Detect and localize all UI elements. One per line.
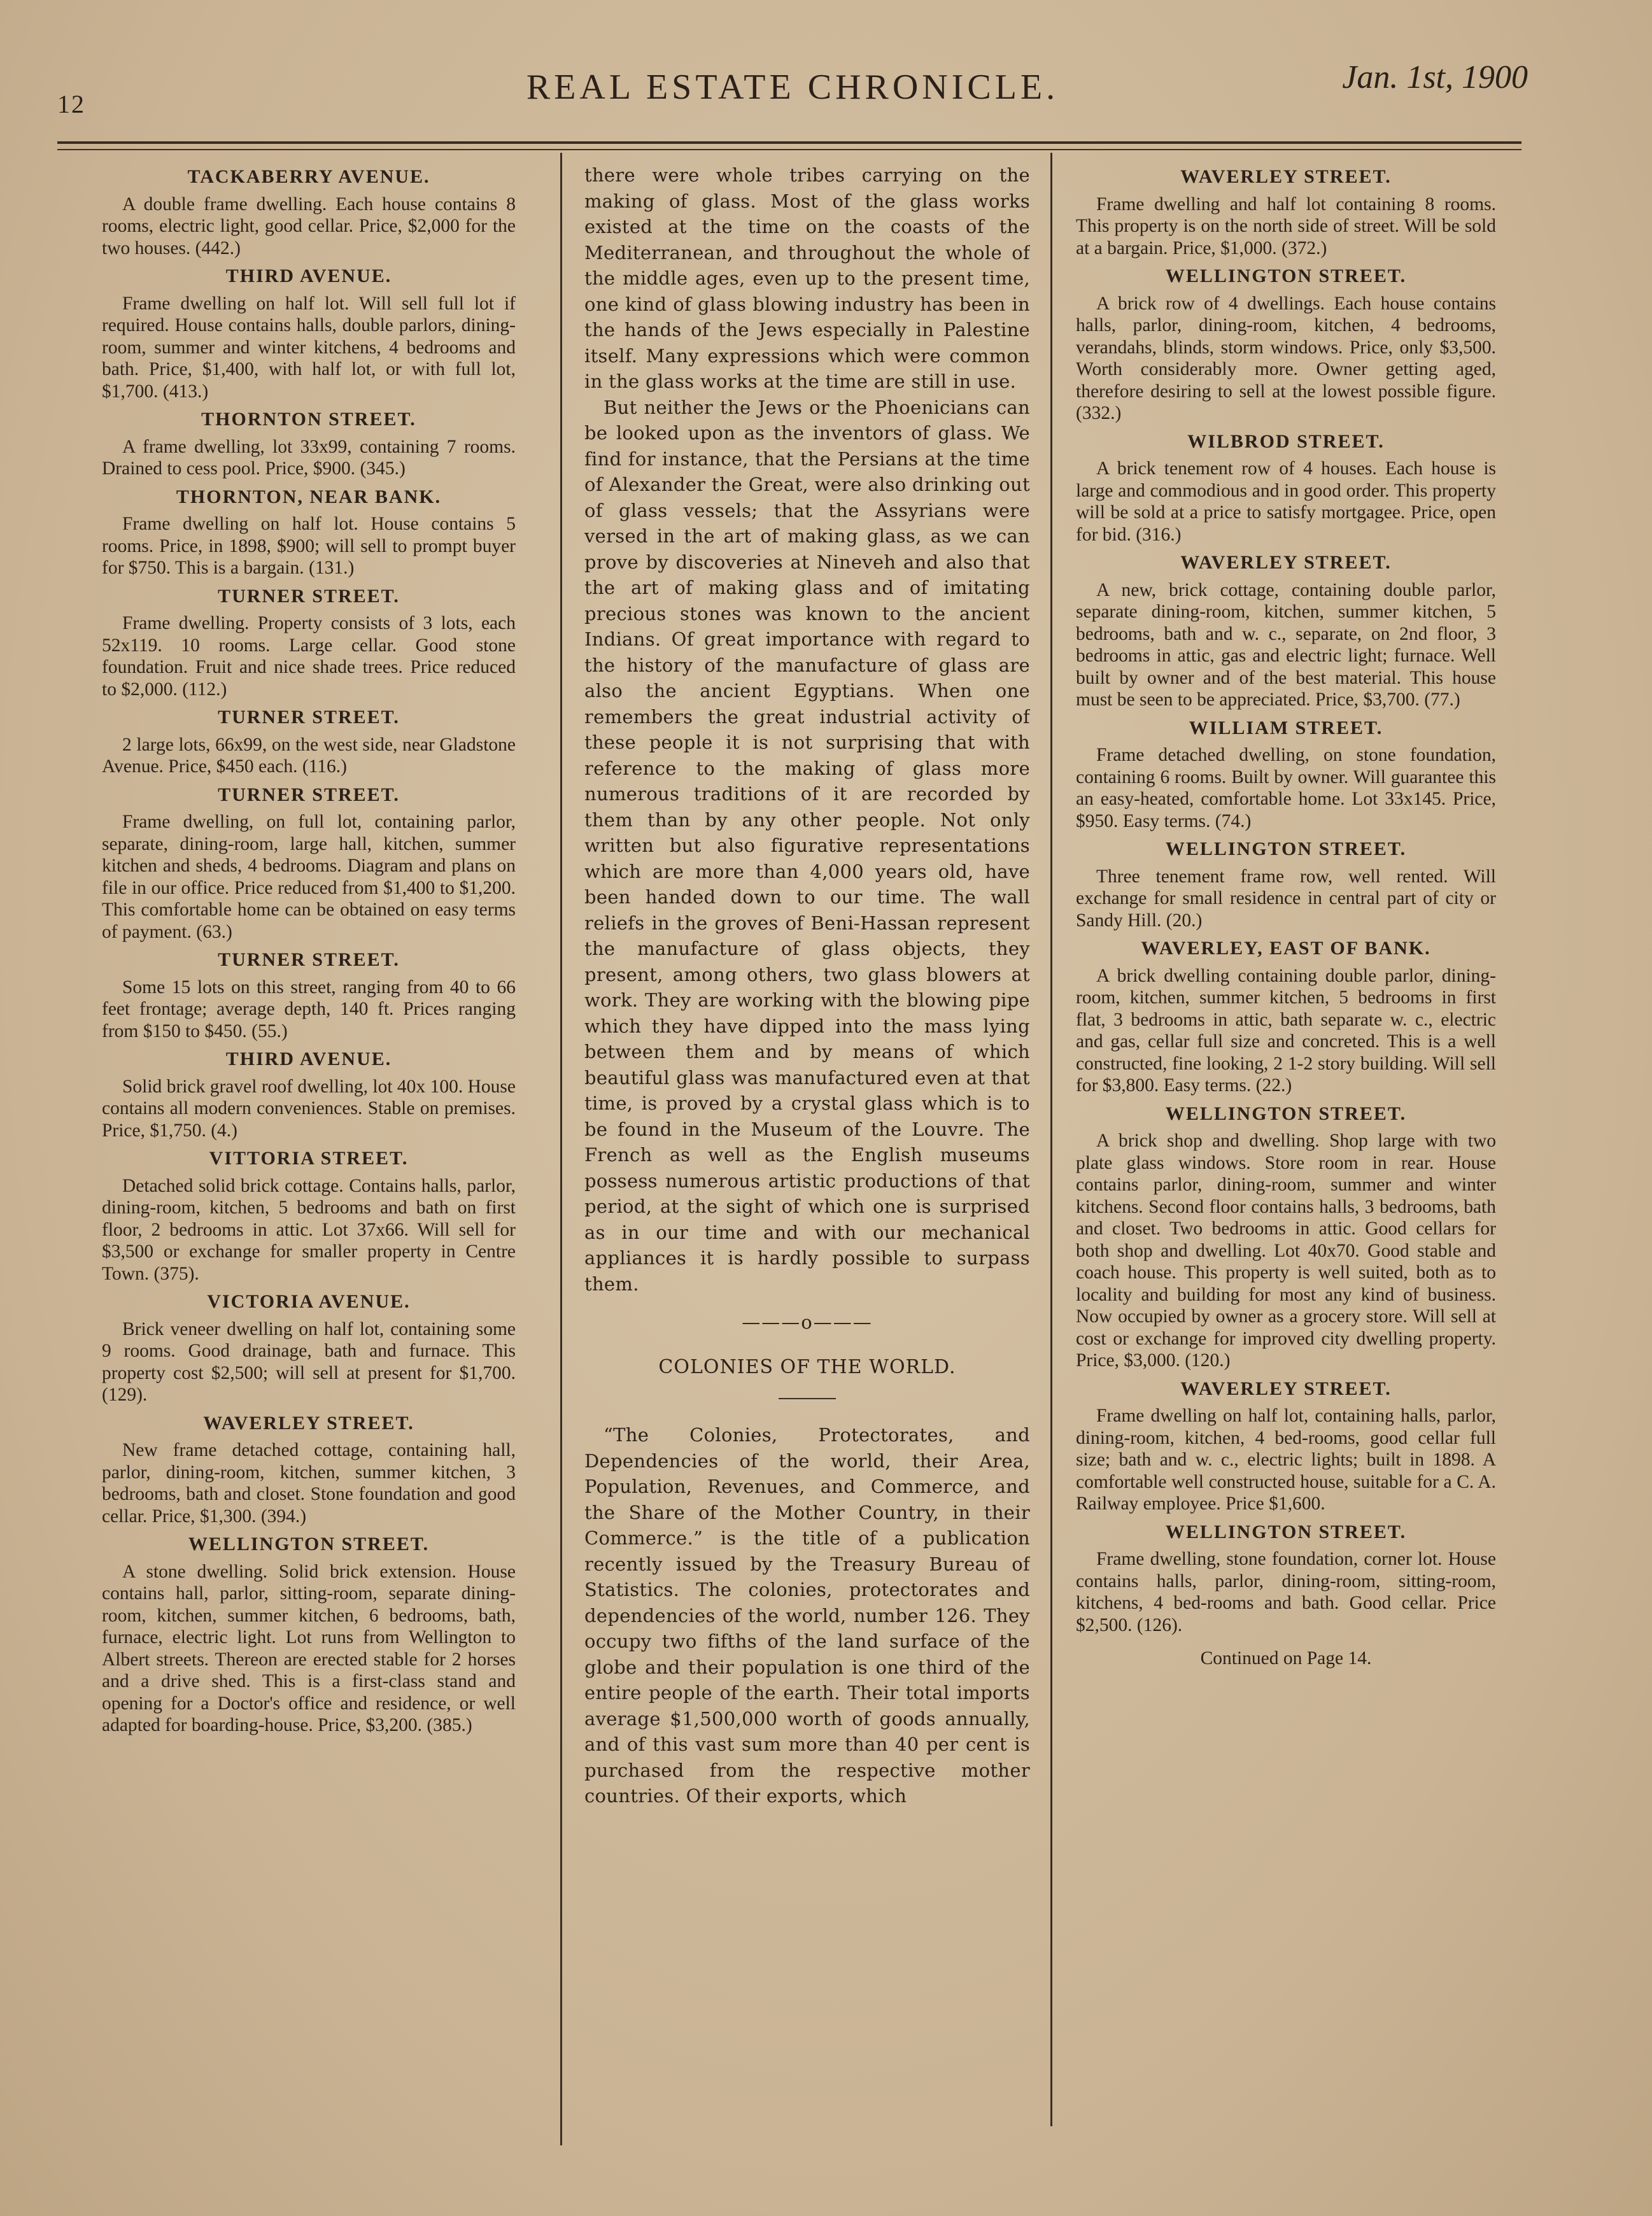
column-divider <box>560 153 562 2145</box>
property-listing <box>1076 938 1496 1097</box>
property-listing <box>1076 166 1496 259</box>
property-listing <box>1076 265 1496 425</box>
listing-heading: WELLINGTON STREET. <box>1165 1521 1407 1542</box>
listing-text: Frame detached dwelling, on stone foundation, containing 6 rooms. Built by owner. Will guarantee this an easy-heated, comfortable home. Lot 33x145. Price, $950. Easy terms. (74.) <box>1076 745 1496 831</box>
article-paragraph: But neither the Jews or the Phoenicians can be looked upon as the inventors of glass. We find for instance, that the Persians at the time of Alexander the Great, were also drinking out of glass vessels; that the Assyrians were versed in the art of making glass, as we can prove by discoveries at Nineveh and also that the art of making glass and of imitating precious stones was known to the ancient Indians. Of great importance with regard to the history of the manufacture of glass are also the ancient Egyptians. When one remembers the great industrial activity of these people it is not surprising that with reference to the making of glass more numerous traditions of it are recorded by them than by any other people. Not only written but also figurative representations which are more than 4,000 years old, have been handed down to our time. The wall reliefs in the groves of Beni-Hassan represent the manufacture of glass objects, they present, among others, two glass blowers at work. They are working with the blowing pipe which they have dipped into the mass lying between them and by means of which beautiful glass was manufactured even at that time, is proved by a crystal glass which is to be found in the Museum of the Louvre. The French as well as the English museums possess numerous artistic productions of that period, at the sight of which one is surprised as in our time and with our mechanical appliances it is hardly possible to surpass them. <box>584 396 1030 1295</box>
property-listing <box>102 1291 516 1406</box>
listing-text: Frame dwelling. Property consists of 3 lots, each 52x119. 10 rooms. Large cellar. Good stone foundation. Fruit and nice shade trees. Price reduced to $2,000. (112.) <box>102 613 516 700</box>
continued-note: Continued on Page 14. <box>1200 1648 1372 1669</box>
listing-heading: TURNER STREET. <box>218 784 400 805</box>
issue-date: Jan. 1st, 1900 <box>1342 59 1528 95</box>
listing-text: A frame dwelling, lot 33x99, containing 7 rooms. Drained to cess pool. Price, $900. (345.) <box>102 436 516 479</box>
listing-heading: THIRD AVENUE. <box>225 265 392 286</box>
property-listing <box>1076 1103 1496 1372</box>
page-number: 12 <box>57 90 85 118</box>
header-rule-thin <box>57 149 1521 150</box>
property-listing <box>102 1148 516 1285</box>
listing-heading: THORNTON, NEAR BANK. <box>176 486 442 507</box>
listing-text: A brick tenement row of 4 houses. Each house is large and commodious and in good order. This property will be sold at a price to satisfy mortgagee. Price, open for bid. (316.) <box>1076 458 1496 545</box>
listing-text: A new, brick cottage, containing double parlor, separate dining-room, kitchen, summer kitchen, 5 bedrooms, bath and w. c., separate, on 2nd floor, 3 bedrooms in attic, gas and electric light; furnace. Well built by owner and of the best material. This house must be seen to be appreciated. Price, $3,700. (77.) <box>1076 579 1496 710</box>
listing-text: A stone dwelling. Solid brick extension. House contains hall, parlor, sitting-room, separate dining-room, kitchen, summer kitchen, 6 bedrooms, bath, furnace, electric light. Lot runs from Wellington to Albert streets. Thereon are erected stable for 2 horses and a drive shed. This is a first-class stand and opening for a Doctor's office and residence, or well adapted for boarding-house. Price, $3,200. (385.) <box>102 1561 516 1735</box>
paper-title: REAL ESTATE CHRONICLE. <box>526 67 1059 107</box>
listing-heading: WAVERLEY STREET. <box>1180 1378 1392 1399</box>
property-listing <box>1076 717 1496 833</box>
property-listing <box>102 409 516 480</box>
listing-text: Frame dwelling on half lot. Will sell full lot if required. House contains halls, double parlors, dining-room, summer and winter kitchens, 4 bedrooms and bath. Price, $1,400, with half lot, or with full lot, $1,700. (413.) <box>102 293 516 402</box>
listings-column-right <box>1076 162 1496 2168</box>
article-paragraph: “The Colonies, Protectorates, and Dependencies of the world, their Area, Population, Revenues, and Commerce, and the Share of the Mother Country, in their Commerce.” is the title of a publication recently issued by the Treasury Bureau of Statistics. The colonies, protectorates and dependencies of the world, number 126. They occupy two fifths of the land surface of the globe and their population is one third of the entire people of the earth. Their total imports average $1,500,000 worth of goods annually, and of this vast sum more than 40 per cent is purchased from the respective mother countries. Of their exports, which <box>584 1424 1030 1807</box>
listing-heading: WILLIAM STREET. <box>1189 717 1383 738</box>
listing-heading: TACKABERRY AVENUE. <box>187 166 430 187</box>
property-listing <box>1076 431 1496 546</box>
listing-text: New frame detached cottage, containing hall, parlor, dining-room, kitchen, summer kitchen, 3 bedrooms, bath and closet. Stone foundation and good cellar. Price, $1,300. (394.) <box>102 1440 516 1527</box>
property-listing <box>102 1413 516 1528</box>
listing-text: Frame dwelling and half lot containing 8 rooms. This property is on the north side of street. Will be sold at a bargain. Price, $1,000. (372.) <box>1076 194 1496 258</box>
article-paragraph: there were whole tribes carrying on the making of glass. Most of the glass works existed at the time on the coasts of the Mediterranean, and throughout the whole of the middle ages, even up to the present time, one kind of glass blowing industry has been in the hands of the Jews especially in Palestine itself. Many expressions which were common in the glass works at the time are still in use. <box>584 164 1030 392</box>
property-listing <box>102 166 516 259</box>
article-column <box>584 162 1030 2168</box>
listing-heading: WELLINGTON STREET. <box>1165 1103 1407 1124</box>
listing-text: Solid brick gravel roof dwelling, lot 40x 100. House contains all modern conveniences. Stable on premises. Price, $1,750. (4.) <box>102 1076 516 1141</box>
header-rule <box>57 141 1521 144</box>
listing-heading: WILBROD STREET. <box>1187 430 1385 452</box>
listing-text: Some 15 lots on this street, ranging from 40 to 66 feet frontage; average depth, 140 ft. Prices ranging from $150 to $450. (55.) <box>102 977 516 1041</box>
listing-text: Frame dwelling, on full lot, containing parlor, separate, dining-room, large hall, kitchen, summer kitchen and sheds, 4 bedrooms. Diagram and plans on file in our office. Price reduced from $1,400 to $1,200. This comfortable home can be obtained on easy terms of payment. (63.) <box>102 812 516 942</box>
property-listing <box>1076 838 1496 931</box>
listing-text: Frame dwelling, stone foundation, corner lot. House contains halls, parlor, dining-room, sitting-room, kitchens, 4 bed-rooms and bath. Good cellar. Price $2,500. (126). <box>1076 1549 1496 1635</box>
property-listing <box>1076 1521 1496 1637</box>
property-listing <box>102 1048 516 1141</box>
listing-heading: WAVERLEY, EAST OF BANK. <box>1141 938 1431 959</box>
listing-text: Three tenement frame row, well rented. Will exchange for small residence in central part of city or Sandy Hill. (20.) <box>1076 866 1496 931</box>
listing-heading: WELLINGTON STREET. <box>1165 838 1407 859</box>
listing-heading: THORNTON STREET. <box>201 409 416 430</box>
listing-text: Frame dwelling on half lot, containing halls, parlor, dining-room, kitchen, 4 bed-rooms, good cellar full size; bath and w. c., electric lights; built in 1898. A comfortable well constructed house, suitable for a C. A. Railway employee. Price $1,600. <box>1076 1406 1496 1514</box>
property-listing <box>102 949 516 1042</box>
listing-text: Brick veneer dwelling on half lot, containing some 9 rooms. Good drainage, bath and furnace. This property cost $2,500; will sell at present for $1,700. (129). <box>102 1318 516 1405</box>
property-listing <box>102 586 516 701</box>
listing-heading: WAVERLEY STREET. <box>203 1412 414 1434</box>
column-divider <box>1050 153 1052 2126</box>
listing-heading: TURNER STREET. <box>218 707 400 728</box>
listing-text: A brick row of 4 dwellings. Each house contains halls, parlor, dining-room, kitchen, 4 bedrooms, verandahs, blinds, storm windows. Price, only $3,500. Worth considerably more. Owner getting aged, therefore desiring to sell at the lowest possible figure. (332.) <box>1076 293 1496 423</box>
listing-text: Detached solid brick cottage. Contains halls, parlor, dining-room, kitchen, 5 bedrooms and bath on first floor, 2 bedrooms in attic. Lot 37x66. Will sell for $3,500 or exchange for smaller property in Centre Town. (375). <box>102 1175 516 1284</box>
listing-text: 2 large lots, 66x99, on the west side, near Gladstone Avenue. Price, $450 each. (116.) <box>102 734 516 777</box>
listing-text: A brick dwelling containing double parlor, dining-room, kitchen, summer kitchen, 5 bedrooms in first flat, 3 bedrooms in attic, bath separate w. c., electric and gas, cellar full size and concreted. This is a well constructed, fine looking, 2 1-2 story building. Will sell for $3,800. Easy terms. (22.) <box>1076 965 1496 1096</box>
property-listing <box>1076 552 1496 711</box>
property-listing <box>102 265 516 402</box>
listing-heading: WELLINGTON STREET. <box>188 1534 430 1555</box>
section-separator: ———o——— <box>742 1311 873 1333</box>
section-title: COLONIES OF THE WORLD. <box>658 1355 956 1378</box>
listing-text: A double frame dwelling. Each house contains 8 rooms, electric light, good cellar. Price, $2,000 for the two houses. (442.) <box>102 194 516 258</box>
property-listing <box>102 784 516 943</box>
listing-text: Frame dwelling on half lot. House contains 5 rooms. Price, in 1898, $900; will sell to prompt buyer for $750. This is a bargain. (131.) <box>102 514 516 578</box>
listing-heading: THIRD AVENUE. <box>225 1048 392 1069</box>
listing-text: A brick shop and dwelling. Shop large with two plate glass windows. Store room in rear. House contains parlor, dining-room, summer and winter kitchens. Second floor contains halls, 3 bedrooms, bath and closet. Two bedrooms in attic. Good cellars for both shop and dwelling. Lot 40x70. Good stable and coach house. This property is well suited, both as to locality and building for most any kind of business. Now occupied by owner as a grocery store. Will sell at cost or exchange for improved city dwelling property. Price, $3,000. (120.) <box>1076 1131 1496 1371</box>
listing-heading: VITTORIA STREET. <box>209 1148 409 1169</box>
listing-heading: WELLINGTON STREET. <box>1165 265 1407 286</box>
listing-heading: WAVERLEY STREET. <box>1180 552 1392 573</box>
listings-column-left <box>102 162 516 2168</box>
listing-heading: TURNER STREET. <box>218 949 400 970</box>
listing-heading: TURNER STREET. <box>218 585 400 607</box>
listing-heading: WAVERLEY STREET. <box>1180 166 1392 187</box>
property-listing <box>102 486 516 579</box>
page-header <box>51 51 1534 121</box>
title-rule <box>779 1398 836 1399</box>
property-listing <box>1076 1378 1496 1515</box>
listing-heading: VICTORIA AVENUE. <box>207 1291 411 1312</box>
property-listing <box>102 1534 516 1737</box>
property-listing <box>102 707 516 778</box>
